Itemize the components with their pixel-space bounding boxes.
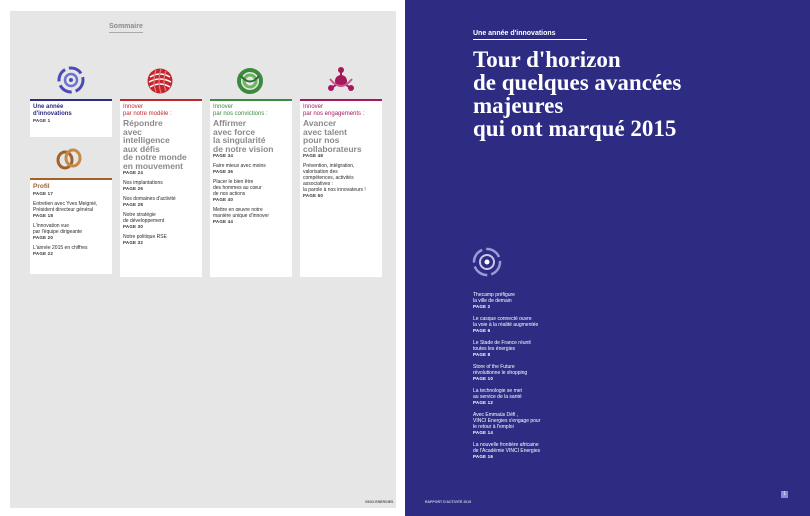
highlight-item[interactable]: [473, 316, 593, 333]
woven-ball-icon: [146, 67, 174, 95]
highlight-item[interactable]: [473, 412, 593, 435]
page-ref[interactable]: PAGE 34: [213, 153, 234, 158]
section-title: Une année: [33, 104, 64, 110]
profil-label: Profil: [33, 183, 50, 190]
title-line: avec talent: [303, 126, 347, 137]
card-une-annee: [30, 99, 112, 137]
sommaire-rule: [109, 32, 143, 33]
page-ref: PAGE 28: [123, 202, 144, 207]
toc-entry-text: Nos implantations: [123, 180, 163, 186]
page-ref[interactable]: PAGE 24: [123, 170, 144, 175]
page-number: 1: [781, 491, 788, 498]
toc-entry[interactable]: [123, 180, 199, 191]
toc-entry-text: compétences, activités: [303, 175, 354, 181]
highlight-item[interactable]: [473, 340, 593, 357]
highlight-text: La technologie se met: [473, 388, 522, 394]
section-title: [123, 119, 199, 170]
page-ref[interactable]: PAGE 17: [33, 191, 54, 196]
section-label: Innover: [123, 104, 144, 110]
footer-report: RAPPORT D'ACTIVITÉ 2015: [425, 500, 472, 504]
title-line: de notre vision: [213, 143, 274, 154]
highlight-text: Thecamp préfigure: [473, 292, 515, 298]
highlight-text: Le Stade de France réunit: [473, 340, 531, 346]
card-convictions: [210, 99, 292, 277]
toc-entry-text: Nos domaines d'activité: [123, 196, 176, 202]
highlight-text: révolutionne le shopping: [473, 370, 528, 376]
rings-icon: [54, 145, 84, 173]
toc-entry-text: Placer le bien être: [213, 179, 254, 185]
toc-entry-text: des hommes au cœur: [213, 185, 262, 191]
title-line: de quelques avancées: [473, 70, 682, 95]
page-ref: PAGE 10: [473, 376, 494, 381]
toc-entry[interactable]: [123, 196, 199, 207]
page-ref: PAGE 12: [473, 400, 494, 405]
section-label: par nos convictions :: [213, 111, 268, 117]
title-line: Affirmer: [213, 118, 247, 128]
green-knot-icon: [236, 67, 264, 95]
toc-entry[interactable]: [123, 212, 199, 229]
highlight-text: toutes les énergies: [473, 346, 515, 352]
highlight-text: Le casque connecté ouvre: [473, 316, 532, 322]
toc-entry[interactable]: [33, 223, 109, 240]
title-line: majeures: [473, 93, 564, 118]
highlights-list: [473, 292, 593, 466]
toc-entry-text: associatives :: [303, 181, 334, 187]
toc-entry-text: de nos actions: [213, 191, 246, 197]
kicker-rule: [473, 39, 587, 40]
page-ref: PAGE 16: [473, 454, 494, 459]
highlight-item[interactable]: [473, 442, 593, 459]
title-line: intelligence: [123, 135, 170, 145]
toc-entry-text: Mettre en œuvre notre: [213, 207, 263, 213]
highlight-text: la voie à la réalité augmentée: [473, 322, 539, 328]
swirl-icon: [57, 66, 85, 94]
card-profil: [30, 178, 112, 274]
page-ref: PAGE 32: [123, 240, 144, 245]
page-ref: PAGE 36: [213, 169, 234, 174]
section-title: [213, 119, 289, 153]
page-ref: PAGE 50: [303, 193, 324, 198]
page-ref: PAGE 26: [123, 186, 144, 191]
right-kicker: Une année d'innovations: [473, 30, 556, 37]
title-line: avec force: [213, 126, 256, 137]
footer-brand: VINCI ENERGIES: [365, 500, 394, 504]
highlight-text: au service de la santé: [473, 394, 522, 400]
page-ref: PAGE 44: [213, 219, 234, 224]
globe-swirl-icon: [472, 247, 502, 277]
toc-entry-text: manière unique d'innover: [213, 213, 269, 219]
highlight-text: Store of the Future: [473, 364, 515, 370]
section-label: par nos engagements :: [303, 111, 365, 117]
section-label: Innover: [303, 104, 324, 110]
highlight-item[interactable]: [473, 364, 593, 381]
section-label: Innover: [213, 104, 234, 110]
toc-entry[interactable]: [33, 201, 109, 218]
title-line: qui ont marqué 2015: [473, 116, 677, 141]
title-line: Avancer: [303, 118, 337, 128]
toc-entry[interactable]: [213, 179, 289, 202]
toc-entry-text: par l'équipe dirigeante: [33, 229, 83, 235]
page-ref: PAGE 20: [33, 235, 54, 240]
title-line: aux défis: [123, 143, 160, 154]
sommaire-heading: Sommaire: [109, 23, 143, 30]
title-line: Tour d'horizon: [473, 47, 621, 72]
title-line: la singularité: [213, 135, 266, 145]
page-ref: PAGE 40: [213, 197, 234, 202]
section-title: d'innovations: [33, 111, 72, 117]
toc-entry[interactable]: [33, 245, 109, 256]
highlight-text: le retour à l'emploi: [473, 424, 514, 430]
title-line: avec: [123, 126, 142, 137]
page-ref[interactable]: PAGE 48: [303, 153, 324, 158]
toc-entry-text: de développement: [123, 218, 165, 224]
toc-entry-text: Prévention, intégration,: [303, 163, 355, 169]
page-ref: PAGE 14: [473, 430, 494, 435]
page-ref: PAGE 22: [33, 251, 54, 256]
toc-entry-text: Président directeur général: [33, 207, 94, 213]
toc-entry[interactable]: [123, 234, 199, 245]
section-title: [303, 119, 379, 153]
title-line: Répondre: [123, 118, 163, 128]
toc-entry-text: la parole à nos innovateurs !: [303, 187, 366, 193]
highlight-text: de l'Académie VINCI Energies: [473, 448, 541, 454]
highlight-text: la ville de demain: [473, 298, 512, 304]
card-modele: [120, 99, 202, 277]
toc-entry-text: Faire mieux avec moins: [213, 163, 266, 169]
highlight-text: VINCI Energies s'engage pour: [473, 418, 541, 424]
network-nodes-icon: [326, 66, 356, 96]
toc-entry-text: Notre stratégie: [123, 212, 156, 218]
page-ref: PAGE 30: [123, 224, 144, 229]
page-ref[interactable]: PAGE 1: [33, 118, 51, 123]
highlight-text: Avec Emmaüs Défi ,: [473, 412, 519, 418]
toc-entry-text: L'innovation vue: [33, 223, 69, 229]
toc-entry[interactable]: [303, 163, 379, 198]
title-line: en mouvement: [123, 160, 183, 171]
toc-entry[interactable]: [213, 163, 289, 174]
toc-entry-text: Notre politique RSE: [123, 234, 167, 240]
toc-entry-text: L'année 2015 en chiffres: [33, 245, 88, 251]
page-ref: PAGE 2: [473, 304, 491, 309]
section-label: par notre modèle :: [123, 111, 172, 117]
highlight-item[interactable]: [473, 292, 593, 309]
title-line: pour nos: [303, 135, 340, 145]
page-ref: PAGE 8: [473, 352, 491, 357]
page-ref: PAGE 18: [33, 213, 54, 218]
title-line: collaborateurs: [303, 143, 362, 154]
page-ref: PAGE 6: [473, 328, 491, 333]
toc-entry[interactable]: [213, 207, 289, 224]
highlight-item[interactable]: [473, 388, 593, 405]
right-title: [473, 48, 783, 140]
toc-entry-text: valorisation des: [303, 169, 338, 175]
card-engagements: [300, 99, 382, 277]
highlight-text: La nouvelle frontière africaine: [473, 442, 539, 448]
toc-entry-text: Entretien avec Yves Meignié,: [33, 201, 98, 207]
title-line: de notre monde: [123, 152, 187, 162]
